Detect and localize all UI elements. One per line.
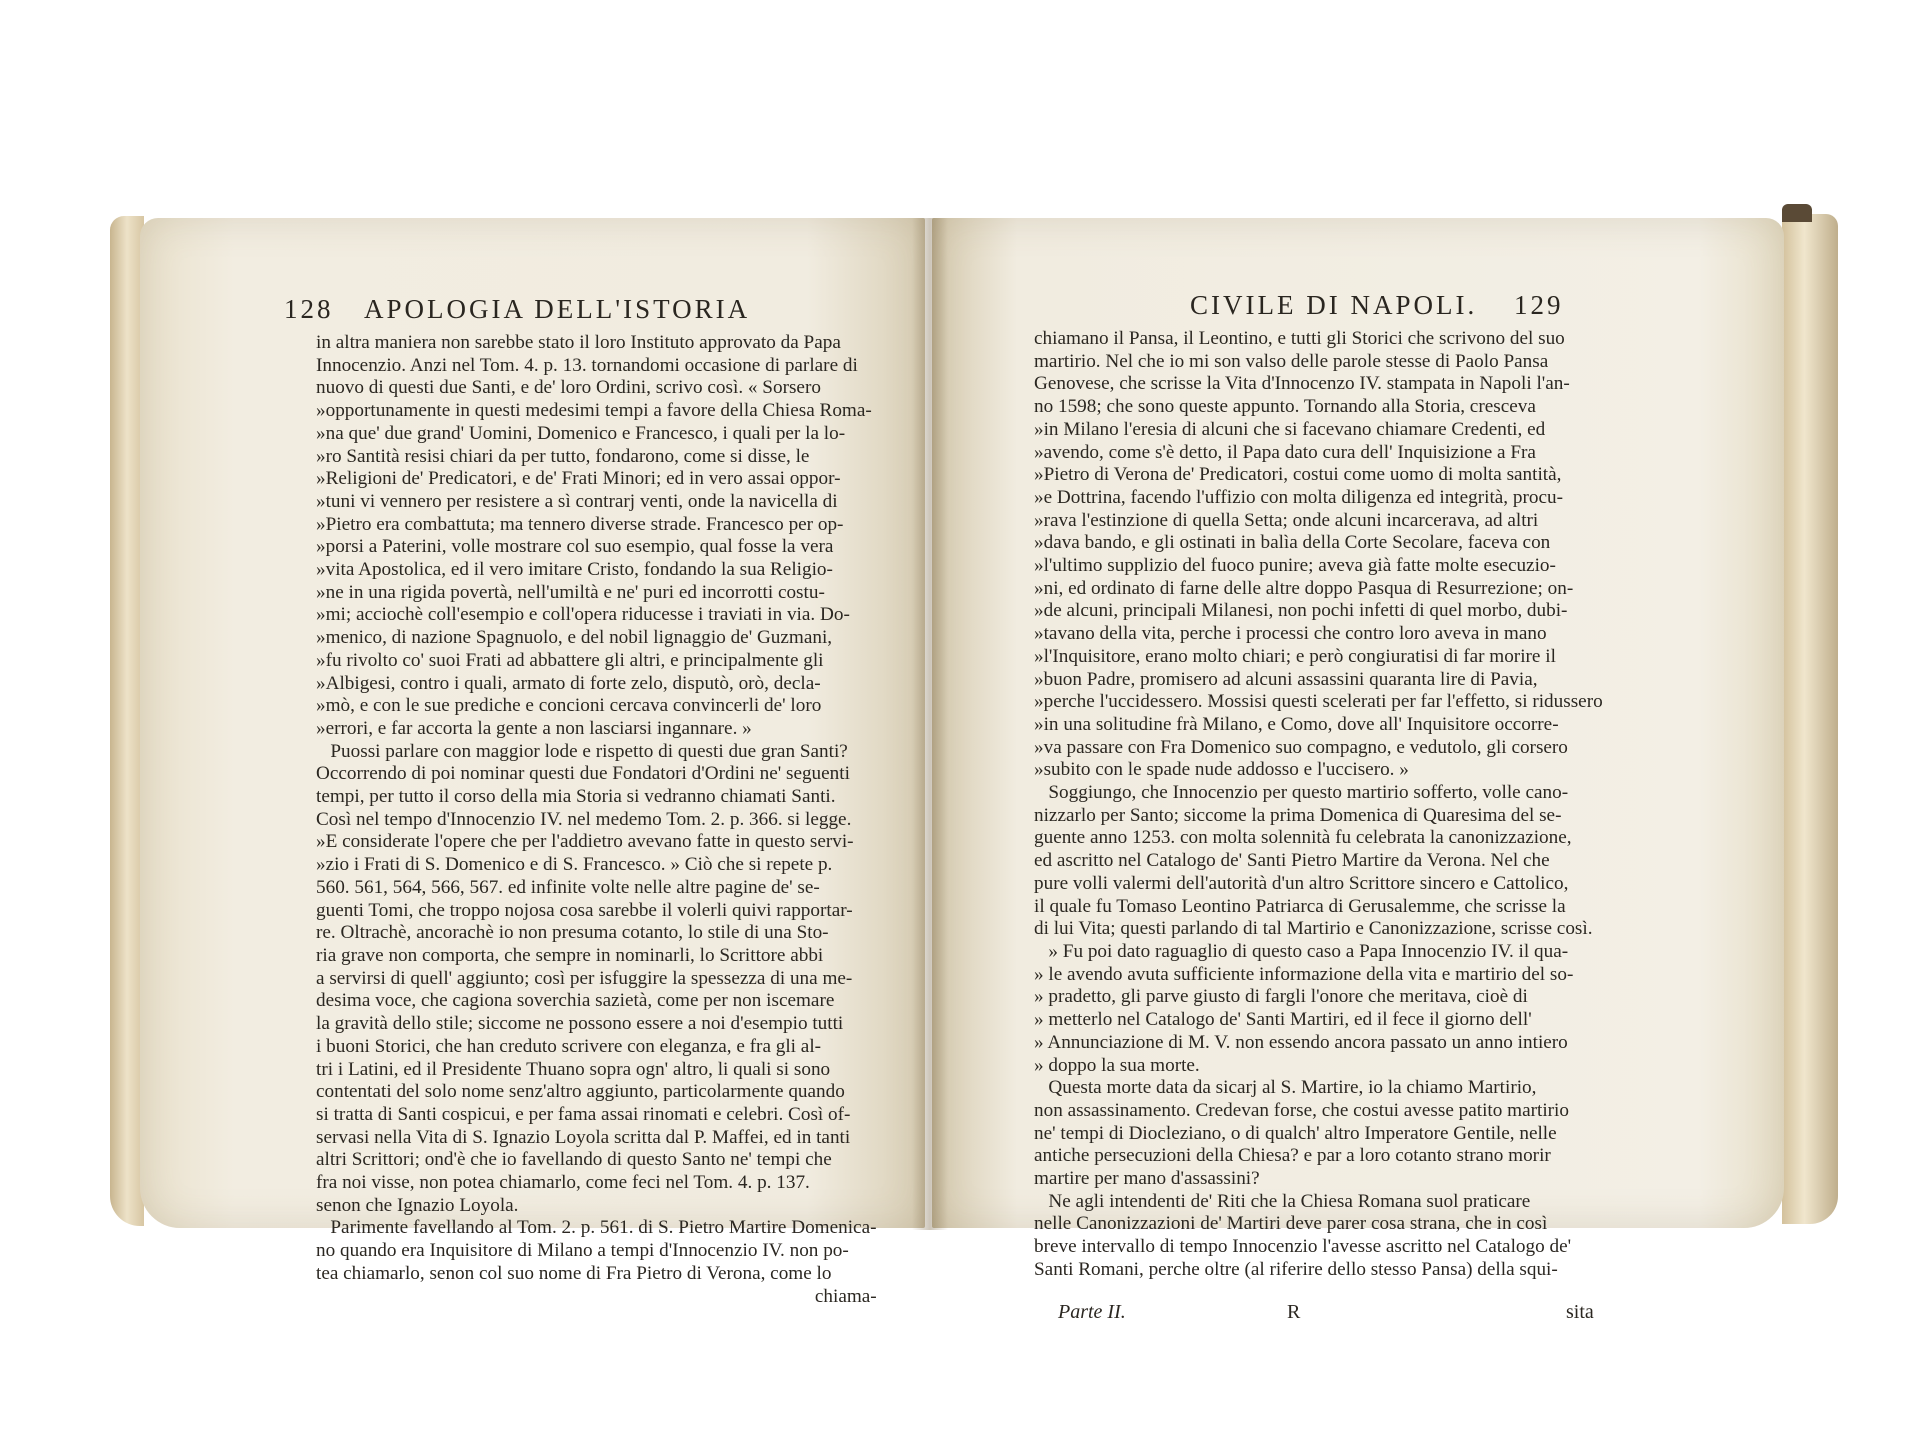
text-line: breve intervallo di tempo Innocenzio l'avesse ascritto nel Catalogo de' — [1034, 1236, 1572, 1258]
text-line: in altra maniera non sarebbe stato il loro Instituto approvato da Papa — [316, 332, 841, 353]
text-line: »vita Apostolica, ed il vero imitare Cristo, fondando la sua Religio- — [316, 559, 833, 581]
text-line: guente anno 1253. con molta solennità fu celebrata la canonizzazione, — [1034, 827, 1572, 849]
text-line: »E considerate l'opere che per l'addietro avevano fatte in questo servi- — [316, 831, 854, 853]
left-page — [140, 218, 925, 1307]
text-line: Occorrendo di poi nominar questi due Fondatori d'Ordini ne' seguenti — [316, 763, 850, 785]
text-line: martire per mano d'assassini? — [1034, 1168, 1260, 1190]
text-line: »fu rivolto co' suoi Frati ad abbattere gli altri, e principalmente gli — [316, 649, 824, 671]
gutter-shadow — [912, 218, 948, 1230]
left-page-block-edge — [110, 216, 144, 1226]
text-line: »tavano della vita, perche i processi che contro loro aveva in mano — [1034, 623, 1547, 645]
text-line: Innocenzio. Anzi nel Tom. 4. p. 13. tornandomi occasione di parlare di — [316, 354, 858, 376]
text-line: »na que' due grand' Uomini, Domenico e Francesco, i quali per la lo- — [316, 422, 846, 444]
text-line: nizzarlo per Santo; siccome la prima Domenica di Quaresima del se- — [1034, 804, 1562, 826]
text-line: no 1598; che sono queste appunto. Tornando alla Storia, cresceva — [1034, 396, 1536, 418]
text-line: »porsi a Paterini, volle mostrare col suo esempio, qual fosse la vera — [316, 536, 834, 558]
text-line: chiamano il Pansa, il Leontino, e tutti gli Storici che scrivono del suo — [1034, 328, 1565, 349]
text-line: 560. 561, 564, 566, 567. ed infinite volte nelle altre pagine de' se- — [316, 876, 820, 898]
text-line: non assassinamento. Credevan forse, che costui avesse patito martirio — [1034, 1099, 1569, 1121]
text-line: »mò, e con le sue prediche e concioni cercava convincerli de' loro — [316, 695, 822, 717]
left-page-body — [316, 332, 877, 1308]
text-line: contentati del solo nome senz'altro aggiunto, particolarmente quando — [316, 1081, 845, 1103]
text-line: »Pietro di Verona de' Predicatori, costui come uomo di molta santità, — [1034, 464, 1562, 486]
text-line: » le avendo avuta sufficiente informazione della vita e martirio del so- — [1034, 963, 1574, 985]
text-line: Santi Romani, perche oltre (al riferire dello stesso Pansa) della squi- — [1034, 1258, 1558, 1280]
text-line: »Albigesi, contro i quali, armato di forte zelo, disputò, orò, decla- — [316, 672, 821, 694]
signature-mark: R — [1287, 1301, 1301, 1323]
text-line: » Annunciazione di M. V. non essendo ancora passato un anno intiero — [1034, 1031, 1568, 1053]
text-line: »e Dottrina, facendo l'uffizio con molta diligenza ed integrità, procu- — [1034, 486, 1563, 508]
text-line: »de alcuni, principali Milanesi, non pochi infetti di quel morbo, dubi- — [1034, 600, 1568, 622]
text-line: »rava l'estinzione di quella Setta; onde alcuni incarcerava, ad altri — [1034, 509, 1539, 531]
right-page-number: 129 — [1514, 290, 1564, 320]
left-running-head: APOLOGIA DELL'ISTORIA — [364, 294, 751, 324]
text-line: si tratta di Santi cospicui, e per fama assai rinomati e celebri. Così of- — [316, 1103, 851, 1125]
text-line: di lui Vita; questi parlando di tal Martirio e Canonizzazione, scrisse così. — [1034, 918, 1593, 940]
text-line: »tuni vi vennero per resistere a sì contrarj venti, onde la navicella di — [316, 490, 838, 512]
right-page — [932, 218, 1784, 1323]
text-line: »mi; acciochè coll'esempio e coll'opera riducesse i traviati in via. Do- — [316, 604, 850, 626]
text-line: tea chiamarlo, senon col suo nome di Fra Pietro di Verona, come lo — [316, 1262, 832, 1284]
text-line: pure volli valermi dell'autorità d'un altro Scrittore sincero e Cattolico, — [1034, 872, 1569, 894]
text-line: servasi nella Vita di S. Ignazio Loyola scritta dal P. Maffei, ed in tanti — [316, 1126, 851, 1148]
text-line: tempi, per tutto il corso della mia Storia si vedranno chiamati Santi. — [316, 786, 836, 808]
text-line: Puossi parlare con maggior lode e rispetto di questi due gran Santi? — [316, 740, 848, 762]
text-line: nelle Canonizzazioni de' Martiri deve parer cosa strana, che in così — [1034, 1213, 1548, 1235]
text-line: »l'ultimo supplizio del fuoco punire; aveva già fatte molte esecuzio- — [1034, 555, 1556, 577]
text-line: martirio. Nel che io mi son valso delle parole stesse di Paolo Pansa — [1034, 350, 1549, 372]
text-line: chiama- — [316, 1285, 877, 1307]
left-page-number: 128 — [284, 294, 334, 324]
text-line: senon che Ignazio Loyola. — [316, 1194, 519, 1216]
text-line: antiche persecuzioni della Chiesa? e par a loro cotanto strano morir — [1034, 1145, 1551, 1167]
text-line: a servirsi di quell' aggiunto; così per isfuggire la spessezza di una me- — [316, 967, 853, 989]
text-line: »ne in una rigida povertà, nell'umiltà e ne' puri ed incorrotti costu- — [316, 581, 825, 603]
text-line: »in Milano l'eresia di alcuni che si facevano chiamare Credenti, ed — [1034, 418, 1546, 440]
text-line: no quando era Inquisitore di Milano a tempi d'Innocenzio IV. non po- — [316, 1240, 849, 1262]
spine-top — [1782, 204, 1812, 222]
text-line: Ne agli intendenti de' Riti che la Chiesa Romana suol praticare — [1034, 1190, 1531, 1212]
text-line: »avendo, come s'è detto, il Papa dato cura dell' Inquisizione a Fra — [1034, 441, 1536, 463]
text-line: la gravità dello stile; siccome ne possono essere a noi d'esempio tutti — [316, 1013, 844, 1035]
text-line: »errori, e far accorta la gente a non lasciarsi ingannare. » — [316, 717, 752, 739]
text-line: »buon Padre, promisero ad alcuni assassini quaranta lire di Pavia, — [1034, 668, 1538, 690]
text-line: »Religioni de' Predicatori, e de' Frati Minori; ed in vero assai oppor- — [316, 468, 841, 490]
text-line: »va passare con Fra Domenico suo compagno, e vedutolo, gli corsero — [1034, 736, 1568, 758]
text-line: Così nel tempo d'Innocenzio IV. nel medemo Tom. 2. p. 366. si legge. — [316, 808, 852, 830]
text-line: re. Oltrachè, ancorachè io non presuma cotanto, lo stile di una Sto- — [316, 922, 829, 944]
text-line: »dava bando, e gli ostinati in balìa della Corte Secolare, faceva con — [1034, 532, 1551, 554]
signature-part: Parte II. — [1058, 1301, 1126, 1323]
text-line: »l'Inquisitore, erano molto chiari; e però congiuratisi di far morire il — [1034, 645, 1556, 667]
text-line: »zio i Frati di S. Domenico e di S. Francesco. » Ciò che si repete p. — [316, 854, 833, 876]
text-line: Parimente favellando al Tom. 2. p. 561. di S. Pietro Martire Domenica- — [316, 1217, 877, 1239]
text-line: »ro Santità resisi chiari da per tutto, fondarono, come si disse, le — [316, 445, 810, 467]
right-running-head: CIVILE DI NAPOLI. — [1190, 290, 1478, 320]
text-line: ria grave non comporta, che sempre in nominarli, lo Scrittore abbi — [316, 944, 824, 966]
text-line: fra noi visse, non potea chiamarlo, come feci nel Tom. 4. p. 137. — [316, 1172, 810, 1194]
text-line: guenti Tomi, che troppo nojosa cosa sarebbe il volerli quivi rapportar- — [316, 899, 853, 921]
text-line: ed ascritto nel Catalogo de' Santi Pietro Martire da Verona. Nel che — [1034, 850, 1550, 872]
text-line: Questa morte data da sicarj al S. Martire, io la chiamo Martirio, — [1034, 1077, 1537, 1099]
text-line: »in una solitudine frà Milano, e Como, dove all' Inquisitore occorre- — [1034, 713, 1559, 735]
text-line: tri i Latini, ed il Presidente Thuano sopra ogn' altro, li quali si sono — [316, 1058, 831, 1080]
text-line: »Pietro era combattuta; ma tennero diverse strade. Francesco per op- — [316, 513, 844, 535]
text-line: »perche l'uccidessero. Mossisi questi scelerati per far l'effetto, si ridussero — [1034, 691, 1603, 713]
text-line: ne' tempi di Diocleziano, o di qualch' altro Imperatore Gentile, nelle — [1034, 1122, 1557, 1144]
text-line: nuovo di questi due Santi, e de' loro Ordini, scrivo così. « Sorsero — [316, 377, 821, 399]
text-line: » metterlo nel Catalogo de' Santi Martiri, ed il fece il giorno dell' — [1034, 1009, 1532, 1031]
right-page-body — [1034, 328, 1603, 1282]
text-line: il quale fu Tomaso Leontino Patriarca di Gerusalemme, che scrisse la — [1034, 895, 1566, 917]
text-line: »subito con le spade nude addosso e l'uccisero. » — [1034, 759, 1409, 781]
text-line: Genovese, che scrisse la Vita d'Innocenzo IV. stampata in Napoli l'an- — [1034, 373, 1570, 395]
text-line: i buoni Storici, che han creduto scrivere con eleganza, e fra gli al- — [316, 1035, 822, 1057]
text-line: » doppo la sua morte. — [1034, 1054, 1200, 1076]
text-line: » Fu poi dato raguaglio di questo caso a Papa Innocenzio IV. il qua- — [1034, 940, 1569, 962]
text-line: desima voce, che cagiona soverchia sazietà, come per non iscemare — [316, 990, 835, 1012]
text-line: Soggiungo, che Innocenzio per questo martirio sofferto, volle cano- — [1034, 782, 1569, 804]
catchword: sita — [1566, 1301, 1594, 1323]
right-page-block-edge — [1782, 214, 1838, 1224]
text-line: »opportunamente in questi medesimi tempi a favore della Chiesa Roma- — [316, 400, 872, 422]
text-line: »ni, ed ordinato di farne delle altre doppo Pasqua di Resurrezione; on- — [1034, 577, 1574, 599]
text-line: » pradetto, gli parve giusto di fargli l'onore che meritava, cioè di — [1034, 986, 1528, 1008]
text-line: altri Scrittori; ond'è che io favellando di questo Santo ne' tempi che — [316, 1149, 832, 1171]
text-line: »menico, di nazione Spagnuolo, e del nobil lignaggio de' Guzmani, — [316, 627, 833, 649]
